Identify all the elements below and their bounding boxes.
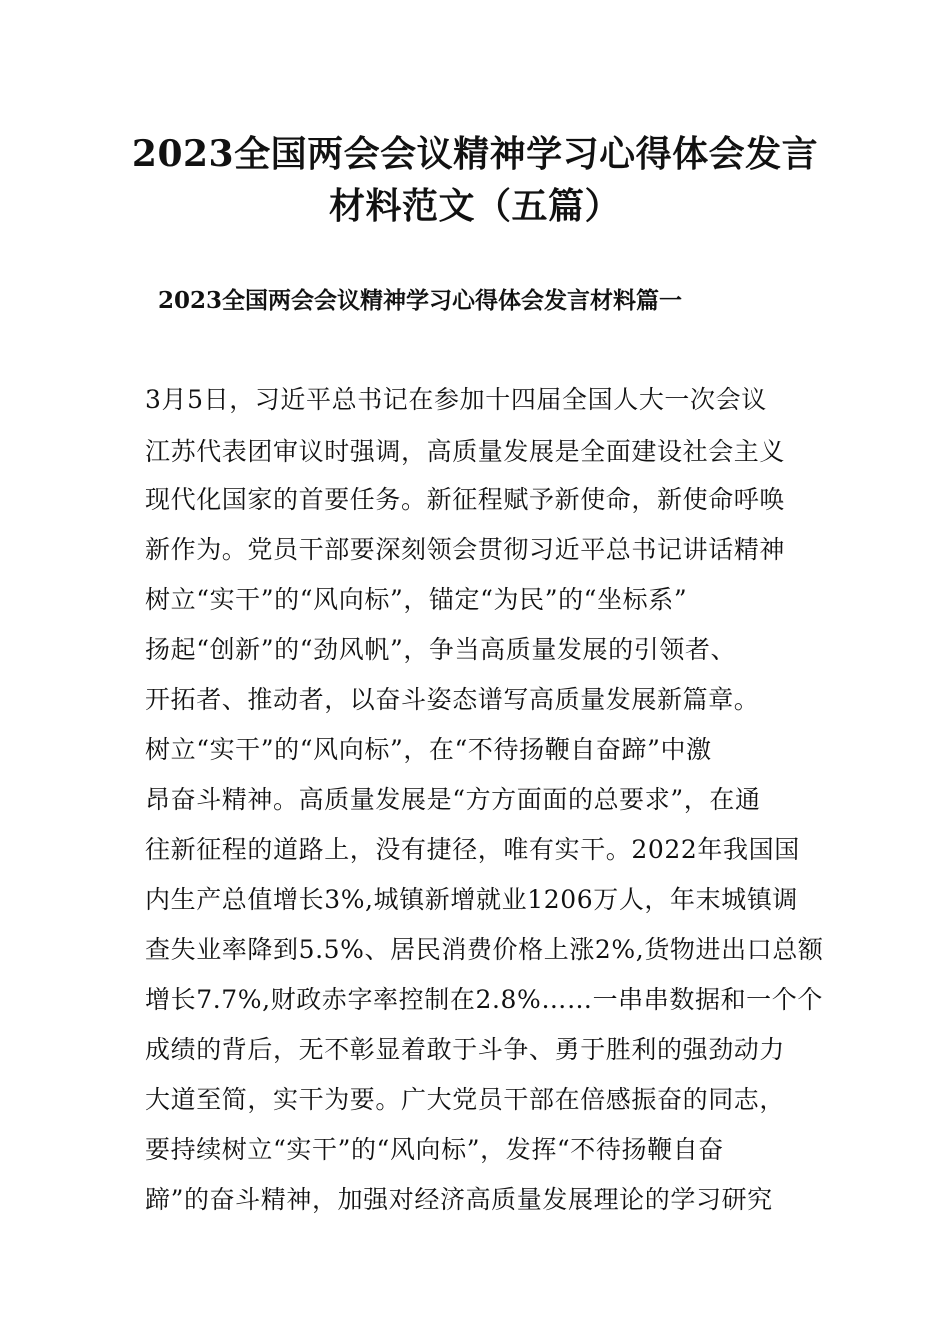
body-text-line: 树立“实干”的“风向标”，在“不待扬鞭自奋蹄”中激 bbox=[145, 735, 712, 764]
body-text-line: 要持续树立“实干”的“风向标”，发挥“不待扬鞭自奋 bbox=[145, 1135, 724, 1164]
body-text-line: 增长7.7%,财政赤字率控制在2.8%……一串串数据和一个个 bbox=[145, 985, 823, 1014]
body-text-line: 江苏代表团审议时强调，高质量发展是全面建设社会主义 bbox=[145, 437, 786, 466]
body-text-line: 现代化国家的首要任务。新征程赋予新使命，新使命呼唤 bbox=[145, 485, 786, 514]
body-text-line: 大道至简，实干为要。广大党员干部在倍感振奋的同志， bbox=[145, 1085, 786, 1114]
body-text-line: 内生产总值增长3%,城镇新增就业1206万人，年末城镇调 bbox=[145, 885, 799, 914]
section-heading: 2023全国两会会议精神学习心得体会发言材料篇一 bbox=[158, 287, 683, 314]
body-text-line: 开拓者、推动者，以奋斗姿态谱写高质量发展新篇章。 bbox=[145, 685, 760, 714]
document-title-line-1: 2023全国两会会议精神学习心得体会发言 bbox=[131, 133, 819, 175]
body-text-line: 3月5日，习近平总书记在参加十四届全国人大一次会议 bbox=[145, 385, 767, 414]
body-text-line: 扬起“创新”的“劲风帆”，争当高质量发展的引领者、 bbox=[145, 635, 737, 664]
body-text-line: 昂奋斗精神。高质量发展是“方方面面的总要求”，在通 bbox=[145, 785, 761, 814]
body-text-line: 蹄”的奋斗精神，加强对经济高质量发展理论的学习研究 bbox=[145, 1185, 773, 1214]
body-text-line: 查失业率降到5.5%、居民消费价格上涨2%,货物进出口总额 bbox=[145, 935, 824, 964]
body-text-line: 新作为。党员干部要深刻领会贯彻习近平总书记讲话精神 bbox=[145, 535, 786, 564]
body-text-line: 往新征程的道路上，没有捷径，唯有实干。2022年我国国 bbox=[145, 835, 800, 864]
body-text-line: 树立“实干”的“风向标”，锚定“为民”的“坐标系” bbox=[145, 585, 688, 614]
body-text-line: 成绩的背后，无不彰显着敢于斗争、勇于胜利的强劲动力 bbox=[145, 1035, 786, 1064]
document-title-line-2: 材料范文（五篇） bbox=[328, 185, 621, 227]
